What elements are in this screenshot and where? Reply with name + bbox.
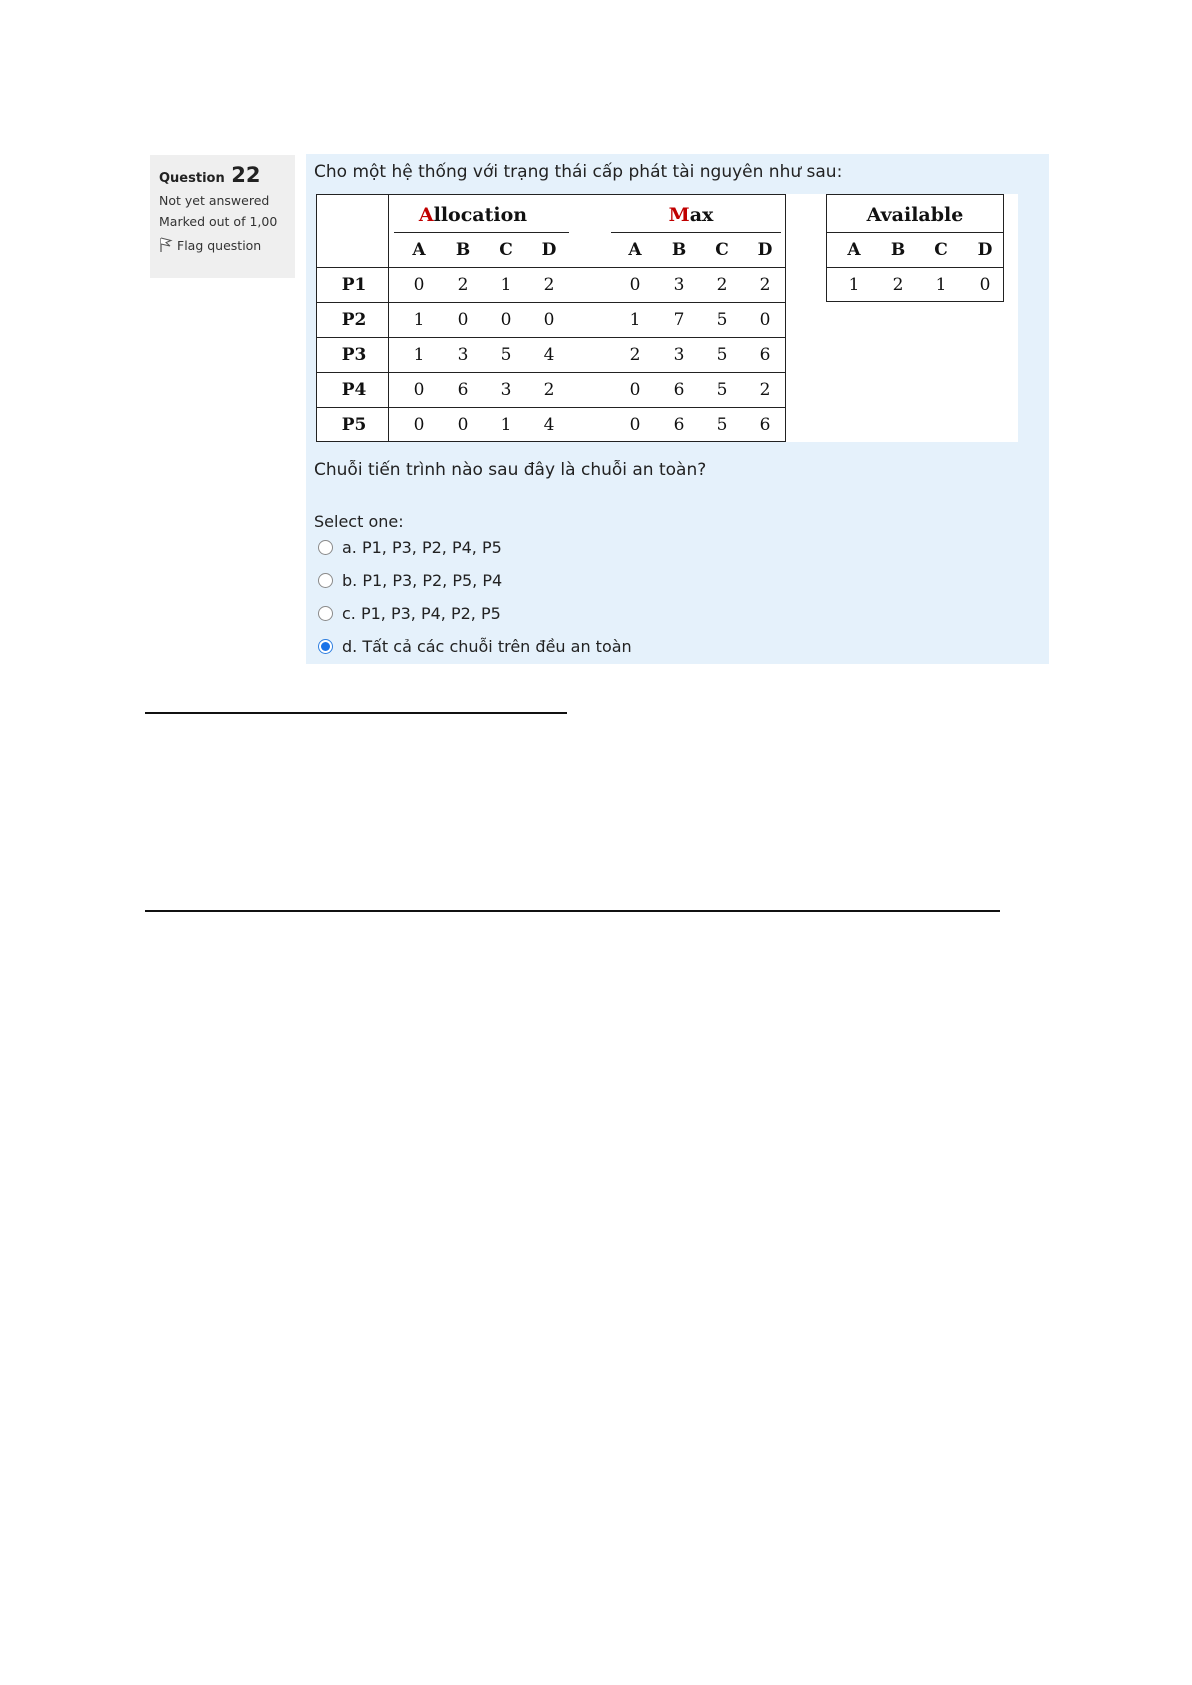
process-label: P1	[341, 275, 367, 295]
max-cell: 6	[759, 415, 771, 435]
table-row-rule	[316, 302, 786, 303]
allocation-header-first: A	[418, 204, 434, 226]
answer-line-long	[145, 910, 1000, 912]
question-label: Question	[159, 171, 225, 186]
allocation-cell: 0	[543, 310, 555, 330]
allocation-cell: 2	[543, 275, 555, 295]
allocation-cell: 5	[500, 345, 512, 365]
allocation-cell: 0	[413, 380, 425, 400]
available-column-header: D	[977, 240, 993, 260]
question-content	[306, 154, 1049, 664]
available-title-rule	[826, 232, 1004, 233]
table-top-border	[316, 194, 786, 195]
allocation-cell: 4	[543, 415, 555, 435]
allocation-cell: 0	[500, 310, 512, 330]
process-label: P4	[341, 380, 367, 400]
max-cell: 2	[716, 275, 728, 295]
allocation-cell: 3	[500, 380, 512, 400]
table-row-rule	[316, 407, 786, 408]
allocation-cell: 1	[413, 310, 425, 330]
available-cell: 1	[848, 275, 860, 295]
max-cell: 2	[759, 380, 771, 400]
max-cell: 5	[716, 415, 728, 435]
table-bottom-border	[316, 441, 786, 442]
allocation-cell: 0	[413, 275, 425, 295]
allocation-cell: 2	[543, 380, 555, 400]
answer-option[interactable]	[318, 538, 502, 557]
max-column-header: A	[628, 240, 642, 260]
allocation-column-header: B	[455, 240, 471, 260]
answer-option-label[interactable]: b. P1, P3, P2, P5, P4	[342, 571, 503, 590]
table-header-rule	[316, 267, 786, 268]
flag-question-label: Flag question	[177, 237, 262, 253]
answer-radio[interactable]	[318, 540, 333, 555]
available-header: Available	[866, 204, 964, 226]
allocation-cell: 4	[543, 345, 555, 365]
available-left-border	[826, 194, 827, 302]
available-top-border	[826, 194, 1004, 195]
max-header-first: M	[668, 204, 690, 226]
question-prompt: Chuỗi tiến trình nào sau đây là chuỗi an toàn?	[314, 460, 707, 480]
max-cell: 5	[716, 345, 728, 365]
question-info-panel	[150, 155, 295, 278]
max-cell: 2	[759, 275, 771, 295]
max-underline	[611, 232, 781, 233]
max-cell: 6	[673, 380, 685, 400]
allocation-header-rest: llocation	[433, 204, 528, 226]
max-cell: 5	[716, 380, 728, 400]
max-cell: 1	[629, 310, 641, 330]
max-cell: 7	[673, 310, 685, 330]
max-cell: 0	[629, 275, 641, 295]
allocation-cell: 0	[457, 415, 469, 435]
max-header	[606, 204, 776, 226]
allocation-column-header: D	[541, 240, 557, 260]
answer-radio[interactable]	[318, 606, 333, 621]
available-cell: 2	[892, 275, 904, 295]
answer-option-label[interactable]: c. P1, P3, P4, P2, P5	[342, 604, 501, 623]
allocation-cell: 6	[457, 380, 469, 400]
max-header-rest: ax	[689, 204, 714, 226]
available-right-border	[1003, 194, 1004, 302]
question-status: Not yet answered	[159, 193, 270, 208]
max-cell: 3	[673, 345, 685, 365]
process-label: P3	[341, 345, 367, 365]
available-column-header: C	[934, 240, 948, 260]
max-cell: 6	[759, 345, 771, 365]
question-number-value: 22	[231, 163, 261, 187]
answer-radio[interactable]	[318, 573, 333, 588]
available-bottom-border	[826, 301, 1004, 302]
allocation-cell: 1	[500, 415, 512, 435]
answer-line-short	[145, 712, 567, 714]
allocation-column-header: C	[499, 240, 513, 260]
allocation-cell: 2	[457, 275, 469, 295]
max-column-header: B	[671, 240, 687, 260]
question-marks: Marked out of 1,00	[159, 214, 278, 229]
allocation-underline	[394, 232, 569, 233]
process-label: P5	[341, 415, 367, 435]
table-label-divider	[388, 194, 389, 442]
allocation-cell: 0	[457, 310, 469, 330]
max-cell: 0	[629, 415, 641, 435]
answer-option[interactable]	[318, 571, 502, 590]
max-cell: 0	[629, 380, 641, 400]
allocation-cell: 0	[413, 415, 425, 435]
available-cell: 1	[935, 275, 947, 295]
allocation-cell: 1	[413, 345, 425, 365]
max-column-header: C	[715, 240, 729, 260]
answer-option-label[interactable]: a. P1, P3, P2, P4, P5	[342, 538, 502, 557]
answer-option[interactable]	[318, 604, 501, 623]
max-cell: 2	[629, 345, 641, 365]
available-column-header: B	[890, 240, 906, 260]
answer-option[interactable]	[318, 637, 632, 656]
table-left-border	[316, 194, 317, 442]
resource-table	[316, 194, 1018, 442]
allocation-header	[388, 204, 558, 226]
allocation-cell: 3	[457, 345, 469, 365]
question-intro: Cho một hệ thống với trạng thái cấp phát tài nguyên như sau:	[314, 162, 843, 182]
question-number	[159, 163, 286, 187]
max-cell: 5	[716, 310, 728, 330]
available-header-rule	[826, 267, 1004, 268]
allocation-cell: 1	[500, 275, 512, 295]
table-right-border	[785, 194, 786, 442]
flag-icon	[159, 237, 173, 253]
max-column-header: D	[757, 240, 773, 260]
select-one-label: Select one:	[314, 512, 404, 531]
available-cell: 0	[979, 275, 991, 295]
answer-radio[interactable]	[318, 639, 333, 654]
table-row-rule	[316, 337, 786, 338]
table-row-rule	[316, 372, 786, 373]
max-cell: 6	[673, 415, 685, 435]
process-label: P2	[341, 310, 367, 330]
max-cell: 3	[673, 275, 685, 295]
max-cell: 0	[759, 310, 771, 330]
allocation-column-header: A	[412, 240, 426, 260]
flag-question-button[interactable]	[159, 237, 286, 253]
answer-option-label[interactable]: d. Tất cả các chuỗi trên đều an toàn	[342, 637, 632, 656]
available-column-header: A	[847, 240, 861, 260]
